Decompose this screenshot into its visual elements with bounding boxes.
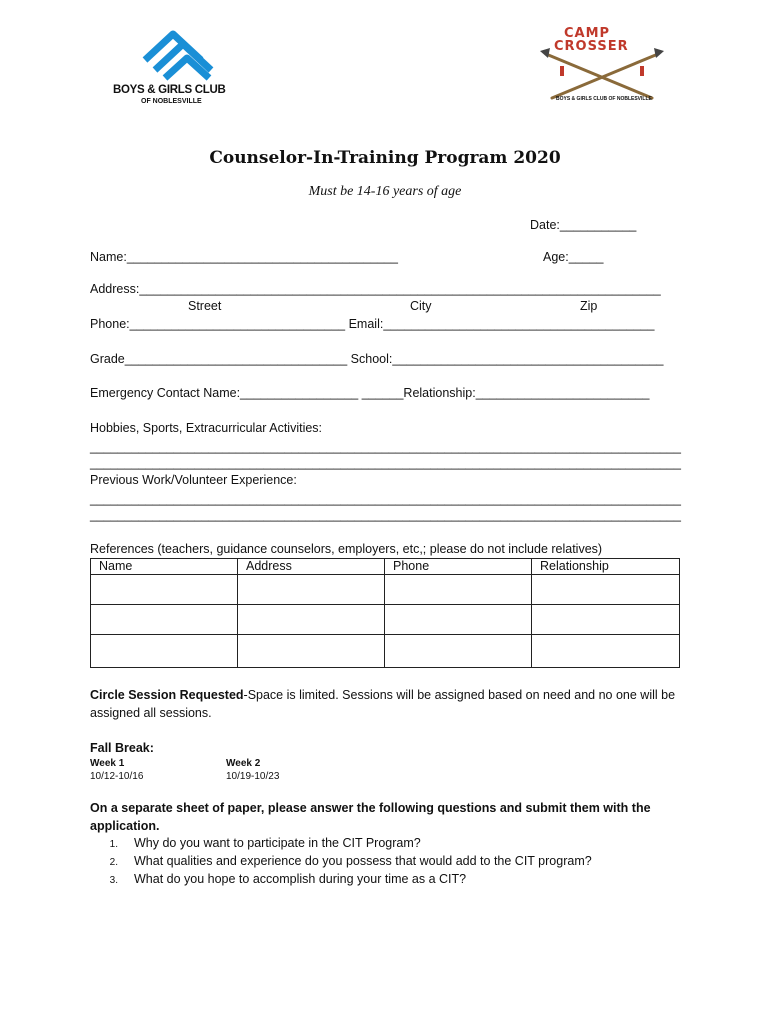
camp-logo-word2: CROSSER	[554, 39, 629, 54]
bgc-hands-icon	[105, 28, 255, 86]
volunteer-label: Previous Work/Volunteer Experience:	[90, 473, 297, 487]
volunteer-line[interactable]: _____________________________________________________________________________________	[90, 492, 681, 506]
age-field[interactable]: Age:_____	[543, 250, 604, 264]
fall-break-title: Fall Break:	[90, 741, 154, 755]
grade-school-field[interactable]: Grade________________________________ School:_______________________________________	[90, 352, 664, 366]
table-cell[interactable]	[238, 605, 385, 635]
question-item	[100, 836, 421, 850]
table-cell[interactable]	[385, 575, 532, 605]
column-header-name: Name	[91, 559, 238, 575]
table-row	[91, 635, 680, 668]
camp-crosser-logo	[532, 26, 672, 106]
week1-dates[interactable]: 10/12-10/16	[90, 771, 144, 782]
question-number: 1.	[109, 839, 118, 850]
date-field[interactable]: Date:___________	[530, 218, 637, 232]
question-text: Why do you want to participate in the CIT Program?	[134, 836, 421, 850]
hobbies-line[interactable]: _____________________________________________________________________________________	[90, 456, 681, 470]
camp-logo-subtext: BOYS & GIRLS CLUB OF NOBLESVILLE	[556, 96, 652, 102]
table-cell[interactable]	[532, 635, 680, 668]
references-intro: References (teachers, guidance counselors, employers, etc,; please do not include relatives)	[90, 542, 603, 556]
table-row	[91, 575, 680, 605]
volunteer-line[interactable]: _____________________________________________________________________________________	[90, 508, 681, 522]
column-header-address: Address	[238, 559, 385, 575]
table-cell[interactable]	[238, 575, 385, 605]
questions-intro: On a separate sheet of paper, please answer the following questions and submit them with the	[90, 801, 651, 815]
table-cell[interactable]	[238, 635, 385, 668]
week2-dates[interactable]: 10/19-10/23	[226, 771, 280, 782]
table-cell[interactable]	[385, 635, 532, 668]
session-label: Circle Session Requested	[90, 688, 244, 702]
questions-intro-2: application.	[90, 819, 160, 833]
phone-email-field[interactable]: Phone:_______________________________ Email:_______________________________________	[90, 317, 655, 331]
references-table	[90, 558, 680, 668]
table-cell[interactable]	[91, 635, 238, 668]
week1-label[interactable]: Week 1	[90, 758, 125, 769]
column-header-relationship: Relationship	[532, 559, 680, 575]
hobbies-line[interactable]: _____________________________________________________________________________________	[90, 440, 681, 454]
table-cell[interactable]	[91, 605, 238, 635]
address-field[interactable]: Address:___________________________________________________________________________	[90, 282, 661, 296]
bgc-logo-text: BOYS & GIRLS CLUB	[113, 84, 226, 96]
table-cell[interactable]	[532, 575, 680, 605]
table-cell[interactable]	[385, 605, 532, 635]
table-cell[interactable]	[91, 575, 238, 605]
week2-label[interactable]: Week 2	[226, 758, 261, 769]
question-number: 3.	[109, 875, 118, 886]
emergency-contact-field[interactable]: Emergency Contact Name:_________________ ______Relationship:_________________________	[90, 386, 650, 400]
question-item	[100, 872, 466, 886]
bgc-logo-subtext: OF NOBLESVILLE	[141, 98, 202, 105]
session-text-2: assigned all sessions.	[90, 706, 212, 720]
camp-logo-word1: CAMP	[564, 26, 611, 41]
question-number: 2.	[109, 857, 118, 868]
column-header-phone: Phone	[385, 559, 532, 575]
address-street-label: Street	[188, 299, 222, 313]
address-city-label: City	[410, 299, 432, 313]
bgc-logo	[105, 28, 255, 108]
age-requirement: Must be 14-16 years of age	[308, 184, 462, 199]
question-text: What qualities and experience do you possess that would add to the CIT program?	[134, 854, 592, 868]
table-row	[91, 605, 680, 635]
name-field[interactable]: Name:_______________________________________	[90, 250, 398, 264]
table-cell[interactable]	[532, 605, 680, 635]
page-title: Counselor-In-Training Program 2020	[209, 148, 561, 168]
table-header-row	[91, 559, 680, 575]
session-paragraph	[90, 688, 675, 702]
address-zip-label: Zip	[580, 299, 598, 313]
session-text: -Space is limited. Sessions will be assigned based on need and no one will be	[243, 688, 676, 702]
question-item	[100, 854, 592, 868]
hobbies-label: Hobbies, Sports, Extracurricular Activities:	[90, 421, 323, 435]
question-text: What do you hope to accomplish during your time as a CIT?	[134, 872, 467, 886]
